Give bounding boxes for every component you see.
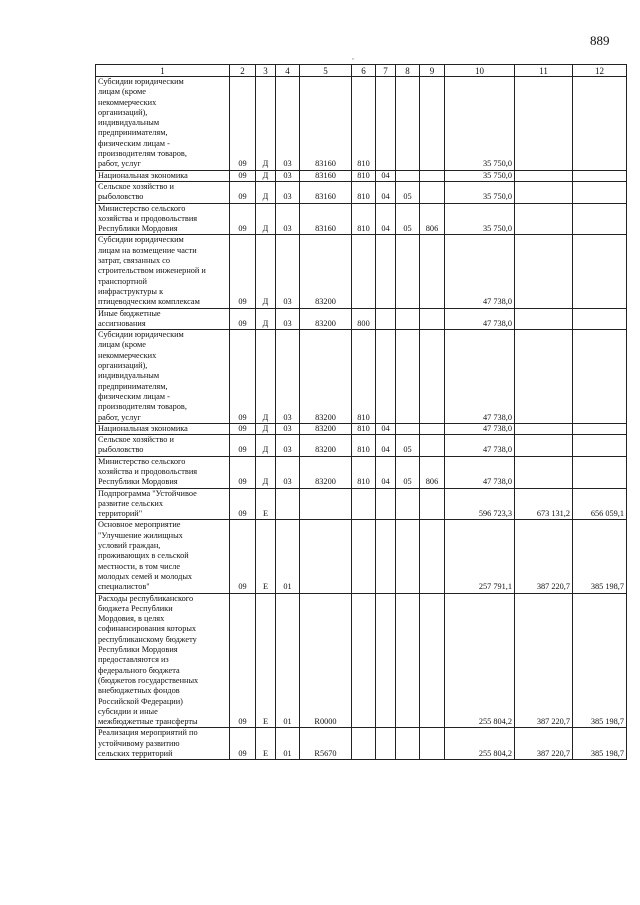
amount-cell xyxy=(515,170,573,181)
code-cell: 03 xyxy=(276,423,300,434)
code-cell xyxy=(352,728,376,760)
code-cell xyxy=(376,728,396,760)
amount-cell xyxy=(573,330,627,424)
amount-cell: 387 220,7 xyxy=(515,520,573,593)
code-cell: 09 xyxy=(230,308,256,330)
code-cell xyxy=(376,235,396,308)
code-cell: 83200 xyxy=(300,308,352,330)
table-row xyxy=(96,520,627,593)
code-cell xyxy=(396,488,420,520)
code-cell: 810 xyxy=(352,77,376,171)
code-cell: 09 xyxy=(230,170,256,181)
code-cell xyxy=(396,330,420,424)
code-cell xyxy=(420,170,445,181)
code-cell: 03 xyxy=(276,235,300,308)
code-cell: 800 xyxy=(352,308,376,330)
amount-cell: 47 738,0 xyxy=(445,423,515,434)
amount-cell xyxy=(573,181,627,203)
row-name-cell: Реализация мероприятий по устойчивому развитию сельских территорий xyxy=(96,728,230,760)
code-cell: 810 xyxy=(352,435,376,457)
amount-cell xyxy=(515,308,573,330)
code-cell: 01 xyxy=(276,593,300,728)
table-row xyxy=(96,488,627,520)
code-cell: R5670 xyxy=(300,728,352,760)
row-name-cell: Сельское хозяйство и рыболовство xyxy=(96,435,230,457)
code-cell: Д xyxy=(256,308,276,330)
column-header: 6 xyxy=(352,65,376,77)
row-name-cell: Расходы республиканского бюджета Республики Мордовия, в целях софинансирования которых республиканскому бюджету Республики Мордовия предоставляются из федерального бюджета (бюджетов государственных внебюджетных фондов Российской Федерации) субсидии и иные межбюджетные трансферты xyxy=(96,593,230,728)
amount-cell xyxy=(515,423,573,434)
code-cell xyxy=(352,235,376,308)
row-name-cell: Сельское хозяйство и рыболовство xyxy=(96,181,230,203)
code-cell xyxy=(396,170,420,181)
code-cell xyxy=(396,520,420,593)
table-row xyxy=(96,235,627,308)
code-cell xyxy=(376,593,396,728)
table-row xyxy=(96,203,627,235)
code-cell: 806 xyxy=(420,203,445,235)
row-name-cell: Субсидии юридическим лицам (кроме некоммерческих организаций), индивидуальным предпринимателям, физическим лицам - производителям товаров, работ, услуг xyxy=(96,77,230,171)
code-cell: 09 xyxy=(230,593,256,728)
amount-cell xyxy=(573,77,627,171)
code-cell: 04 xyxy=(376,456,396,488)
code-cell xyxy=(396,423,420,434)
code-cell xyxy=(376,520,396,593)
code-cell: 04 xyxy=(376,423,396,434)
amount-cell: 47 738,0 xyxy=(445,330,515,424)
code-cell xyxy=(420,181,445,203)
code-cell xyxy=(420,235,445,308)
code-cell xyxy=(300,488,352,520)
amount-cell xyxy=(573,235,627,308)
code-cell: Е xyxy=(256,520,276,593)
code-cell: 03 xyxy=(276,435,300,457)
row-name-cell: Подпрограмма "Устойчивое развитие сельских территорий" xyxy=(96,488,230,520)
code-cell: 810 xyxy=(352,423,376,434)
amount-cell xyxy=(573,203,627,235)
code-cell: Е xyxy=(256,488,276,520)
code-cell xyxy=(276,488,300,520)
code-cell: 810 xyxy=(352,170,376,181)
code-cell: Д xyxy=(256,330,276,424)
row-name-cell: Субсидии юридическим лицам на возмещение части затрат, связанных со строительством инженерной и транспортной инфраструктуры к птицеводческим комплексам xyxy=(96,235,230,308)
code-cell xyxy=(396,308,420,330)
code-cell: 810 xyxy=(352,456,376,488)
amount-cell: 596 723,3 xyxy=(445,488,515,520)
column-header: 9 xyxy=(420,65,445,77)
row-name-cell: Иные бюджетные ассигнования xyxy=(96,308,230,330)
row-name-cell: Национальная экономика xyxy=(96,423,230,434)
code-cell: 83200 xyxy=(300,456,352,488)
code-cell: 09 xyxy=(230,181,256,203)
code-cell: Д xyxy=(256,435,276,457)
code-cell: 03 xyxy=(276,77,300,171)
code-cell: 83200 xyxy=(300,435,352,457)
scan-speck: , xyxy=(352,52,354,61)
code-cell: 03 xyxy=(276,330,300,424)
table-row xyxy=(96,593,627,728)
code-cell: 04 xyxy=(376,435,396,457)
amount-cell: 255 804,2 xyxy=(445,593,515,728)
row-name-cell: Министерство сельского хозяйства и продовольствия Республики Мордовия xyxy=(96,203,230,235)
code-cell xyxy=(352,488,376,520)
code-cell: 810 xyxy=(352,330,376,424)
code-cell: 83200 xyxy=(300,330,352,424)
amount-cell: 47 738,0 xyxy=(445,308,515,330)
code-cell: 09 xyxy=(230,520,256,593)
code-cell xyxy=(376,488,396,520)
amount-cell xyxy=(573,170,627,181)
amount-cell xyxy=(515,203,573,235)
table-row xyxy=(96,308,627,330)
column-header: 10 xyxy=(445,65,515,77)
amount-cell xyxy=(515,235,573,308)
amount-cell xyxy=(515,77,573,171)
header-row xyxy=(96,65,627,77)
code-cell: 03 xyxy=(276,456,300,488)
code-cell xyxy=(376,308,396,330)
code-cell xyxy=(352,593,376,728)
code-cell: 05 xyxy=(396,435,420,457)
code-cell xyxy=(396,235,420,308)
column-header: 3 xyxy=(256,65,276,77)
table-row xyxy=(96,435,627,457)
code-cell: 04 xyxy=(376,170,396,181)
amount-cell: 47 738,0 xyxy=(445,456,515,488)
code-cell: 03 xyxy=(276,203,300,235)
code-cell: Д xyxy=(256,456,276,488)
code-cell: 09 xyxy=(230,728,256,760)
code-cell: 04 xyxy=(376,181,396,203)
code-cell: 810 xyxy=(352,181,376,203)
code-cell: Д xyxy=(256,423,276,434)
amount-cell: 387 220,7 xyxy=(515,728,573,760)
code-cell: 09 xyxy=(230,77,256,171)
amount-cell xyxy=(515,330,573,424)
column-header: 5 xyxy=(300,65,352,77)
code-cell: 01 xyxy=(276,728,300,760)
code-cell: 03 xyxy=(276,181,300,203)
amount-cell: 385 198,7 xyxy=(573,728,627,760)
code-cell: 83160 xyxy=(300,203,352,235)
column-header: 12 xyxy=(573,65,627,77)
code-cell: 83160 xyxy=(300,181,352,203)
code-cell: 09 xyxy=(230,488,256,520)
budget-table xyxy=(95,64,627,760)
amount-cell: 35 750,0 xyxy=(445,181,515,203)
code-cell xyxy=(352,520,376,593)
code-cell xyxy=(420,728,445,760)
code-cell xyxy=(420,593,445,728)
table-row xyxy=(96,181,627,203)
code-cell xyxy=(300,520,352,593)
amount-cell: 387 220,7 xyxy=(515,593,573,728)
code-cell: Д xyxy=(256,203,276,235)
code-cell xyxy=(420,77,445,171)
code-cell: 806 xyxy=(420,456,445,488)
code-cell xyxy=(376,330,396,424)
code-cell: 83200 xyxy=(300,235,352,308)
table-row xyxy=(96,77,627,171)
row-name-cell: Национальная экономика xyxy=(96,170,230,181)
row-name-cell: Субсидии юридическим лицам (кроме некоммерческих организаций), индивидуальным предпринимателям, физическим лицам - производителям товаров, работ, услуг xyxy=(96,330,230,424)
code-cell xyxy=(420,330,445,424)
code-cell: 03 xyxy=(276,308,300,330)
table-row xyxy=(96,728,627,760)
amount-cell xyxy=(515,435,573,457)
amount-cell: 35 750,0 xyxy=(445,170,515,181)
code-cell xyxy=(396,728,420,760)
table-body xyxy=(96,77,627,760)
amount-cell xyxy=(573,456,627,488)
code-cell: 09 xyxy=(230,456,256,488)
amount-cell: 656 059,1 xyxy=(573,488,627,520)
amount-cell: 47 738,0 xyxy=(445,435,515,457)
code-cell: 05 xyxy=(396,456,420,488)
code-cell xyxy=(420,435,445,457)
column-header: 8 xyxy=(396,65,420,77)
code-cell: 83160 xyxy=(300,77,352,171)
amount-cell: 35 750,0 xyxy=(445,203,515,235)
code-cell: Д xyxy=(256,170,276,181)
code-cell: 09 xyxy=(230,235,256,308)
table-row xyxy=(96,330,627,424)
code-cell xyxy=(420,423,445,434)
code-cell: 09 xyxy=(230,203,256,235)
code-cell: 05 xyxy=(396,181,420,203)
code-cell: Д xyxy=(256,77,276,171)
column-header: 4 xyxy=(276,65,300,77)
amount-cell xyxy=(573,423,627,434)
amount-cell xyxy=(515,456,573,488)
row-name-cell: Основное мероприятие "Улучшение жилищных условий граждан, проживающих в сельской местности, в том числе молодых семей и молодых специалистов" xyxy=(96,520,230,593)
code-cell: 03 xyxy=(276,170,300,181)
code-cell: Е xyxy=(256,593,276,728)
amount-cell: 257 791,1 xyxy=(445,520,515,593)
code-cell: 810 xyxy=(352,203,376,235)
amount-cell xyxy=(515,181,573,203)
code-cell: 01 xyxy=(276,520,300,593)
code-cell xyxy=(420,488,445,520)
amount-cell: 385 198,7 xyxy=(573,520,627,593)
amount-cell: 47 738,0 xyxy=(445,235,515,308)
code-cell xyxy=(420,308,445,330)
amount-cell: 385 198,7 xyxy=(573,593,627,728)
amount-cell: 35 750,0 xyxy=(445,77,515,171)
code-cell xyxy=(396,593,420,728)
code-cell: 04 xyxy=(376,203,396,235)
amount-cell: 673 131,2 xyxy=(515,488,573,520)
code-cell: 09 xyxy=(230,423,256,434)
table-row xyxy=(96,456,627,488)
code-cell xyxy=(420,520,445,593)
code-cell: Д xyxy=(256,181,276,203)
code-cell: Д xyxy=(256,235,276,308)
code-cell: Е xyxy=(256,728,276,760)
column-header: 11 xyxy=(515,65,573,77)
code-cell xyxy=(376,77,396,171)
table-row xyxy=(96,170,627,181)
amount-cell: 255 804,2 xyxy=(445,728,515,760)
column-header: 7 xyxy=(376,65,396,77)
column-header: 1 xyxy=(96,65,230,77)
column-header: 2 xyxy=(230,65,256,77)
code-cell: 09 xyxy=(230,330,256,424)
code-cell: 83200 xyxy=(300,423,352,434)
amount-cell xyxy=(573,308,627,330)
code-cell xyxy=(396,77,420,171)
row-name-cell: Министерство сельского хозяйства и продовольствия Республики Мордовия xyxy=(96,456,230,488)
code-cell: 09 xyxy=(230,435,256,457)
code-cell: R0000 xyxy=(300,593,352,728)
page-number: 889 xyxy=(590,33,610,48)
amount-cell xyxy=(573,435,627,457)
table-row xyxy=(96,423,627,434)
code-cell: 05 xyxy=(396,203,420,235)
code-cell: 83160 xyxy=(300,170,352,181)
